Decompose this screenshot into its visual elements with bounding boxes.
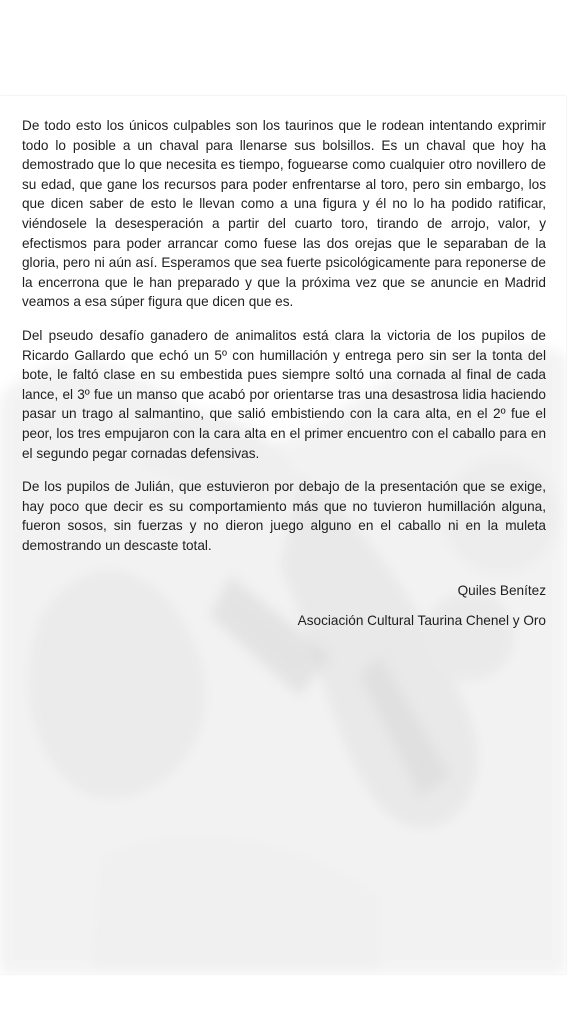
article-body [22, 116, 546, 569]
paragraph-2: Del pseudo desafío ganadero de animalitos está clara la victoria de los pupilos de Ricardo Gallardo que echó un 5º con humillación y entrega pero sin ser la tonta del bote, le faltó clase en su embestida pues siempre soltó una cornada al final de cada lance, el 3º fue un manso que acabó por orientarse tras una desastrosa lidia haciendo pasar un trago al salmantino, que salió embistiendo con la cara alta, en el 2º fue el peor, los tres empujaron con la cara alta en el primer encuentro con el caballo para en el segundo pegar cornadas defensivas. [22, 327, 546, 461]
signature-name: Quiles Benítez [457, 583, 546, 598]
signature-organization: Asociación Cultural Taurina Chenel y Oro [297, 613, 546, 628]
paragraph-3: De los pupilos de Julián, que estuvieron por debajo de la presentación que se exige, hay poco que decir es su comportamiento más que no tuvieron humillación alguna, fueron sosos, sin fuerzas y no dieron juego alguno en el caballo ni en la muleta demostrando un descaste total. [22, 479, 546, 553]
paragraph-1: De todo esto los únicos culpables son los taurinos que le rodean intentando exprimir todo lo posible a un chaval para llenarse sus bolsillos. Es un chaval que hoy ha demostrado que lo que necesita es tiempo, foguearse como cualquier otro novillero de su edad, que gane los recursos para poder enfrentarse al toro, pero sin embargo, los que dicen saber de esto le llevan como a una figura y él no lo ha podido ratificar, viéndosele la desesperación a partir del cuarto toro, tirando de arrojo, valor, y efectismos para poder arrancar como fuese las dos orejas que le separaban de la gloria, pero ni aún así. Esperamos que sea fuerte psicológicamente para reponerse de la encerrona que le han preparado y que la próxima vez que se anuncie en Madrid veamos a esa súper figura que dicen que es. [22, 118, 546, 310]
document-page [0, 96, 566, 974]
